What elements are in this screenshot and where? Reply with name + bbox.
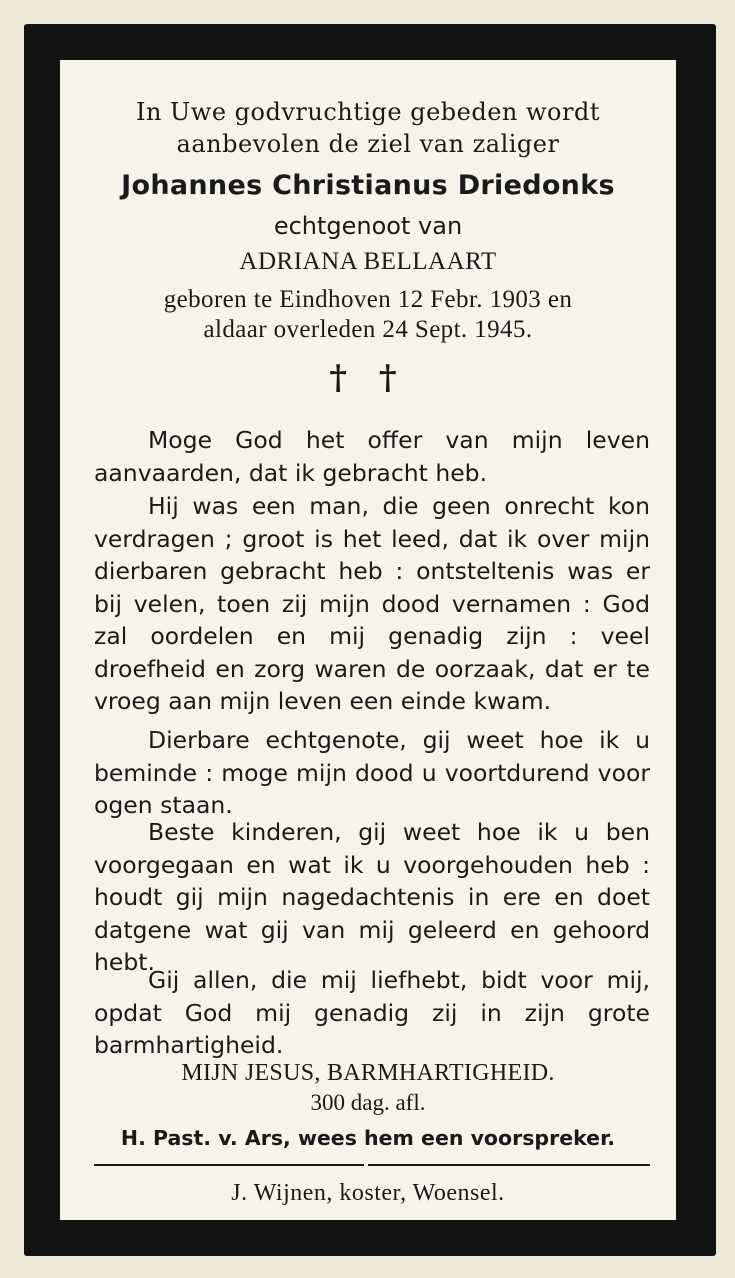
printer-line: J. Wijnen, koster, Woensel. <box>231 1180 505 1206</box>
intercession-line: H. Past. v. Ars, wees hem een voorspreker. <box>120 1126 616 1150</box>
crosses-icon: † † <box>329 358 407 398</box>
paragraph-5: Gij allen, die mij liefhebt, bidt voor mij, opdat God mij genadig zij in zijn grote barmhartigheid. <box>94 966 650 1059</box>
indulgence-line: 300 dag. afl. <box>310 1090 426 1115</box>
intro-line-1: In Uwe godvruchtige gebeden wordt <box>135 98 600 126</box>
spouse-intro: echtgenoot van <box>273 212 463 240</box>
paragraph-1: Moge God het offer van mijn leven aanvaarden, dat ik gebracht heb. <box>94 426 650 487</box>
divider-rule <box>94 1164 650 1166</box>
deceased-name: Johannes Christianus Driedonks <box>121 170 615 201</box>
paragraph-2: Hij was een man, die geen onrecht kon verdragen ; groot is het leed, dat ik over mijn dierbaren gebracht heb : ontsteltenis was er bij velen, toen zij mijn dood vernamen : God zal oordelen en mij genadig zijn : veel droefheid en zorg waren de oorzaak, dat er te vroeg aan mijn leven een einde kwam. <box>94 492 650 715</box>
paragraph-4: Beste kinderen, gij weet hoe ik u ben voorgegaan en wat ik u voorgehouden heb : houdt gij mijn nagedachtenis in ere en doet datgene wat gij van mij geleerd en gehoord hebt. <box>94 818 650 976</box>
birth-line: geboren te Eindhoven 12 Febr. 1903 en <box>163 286 573 313</box>
divider-gap <box>364 1163 368 1167</box>
paragraph-3: Dierbare echtgenote, gij weet hoe ik u beminde : moge mijn dood u voortdurend voor ogen staan. <box>94 726 650 819</box>
death-line: aldaar overleden 24 Sept. 1945. <box>203 316 533 343</box>
card-body <box>60 60 676 1220</box>
intro-line-2: aanbevolen de ziel van zaliger <box>176 130 560 158</box>
spouse-name: ADRIANA BELLAART <box>239 248 497 275</box>
prayer-line: MIJN JESUS, BARMHARTIGHEID. <box>181 1060 555 1086</box>
